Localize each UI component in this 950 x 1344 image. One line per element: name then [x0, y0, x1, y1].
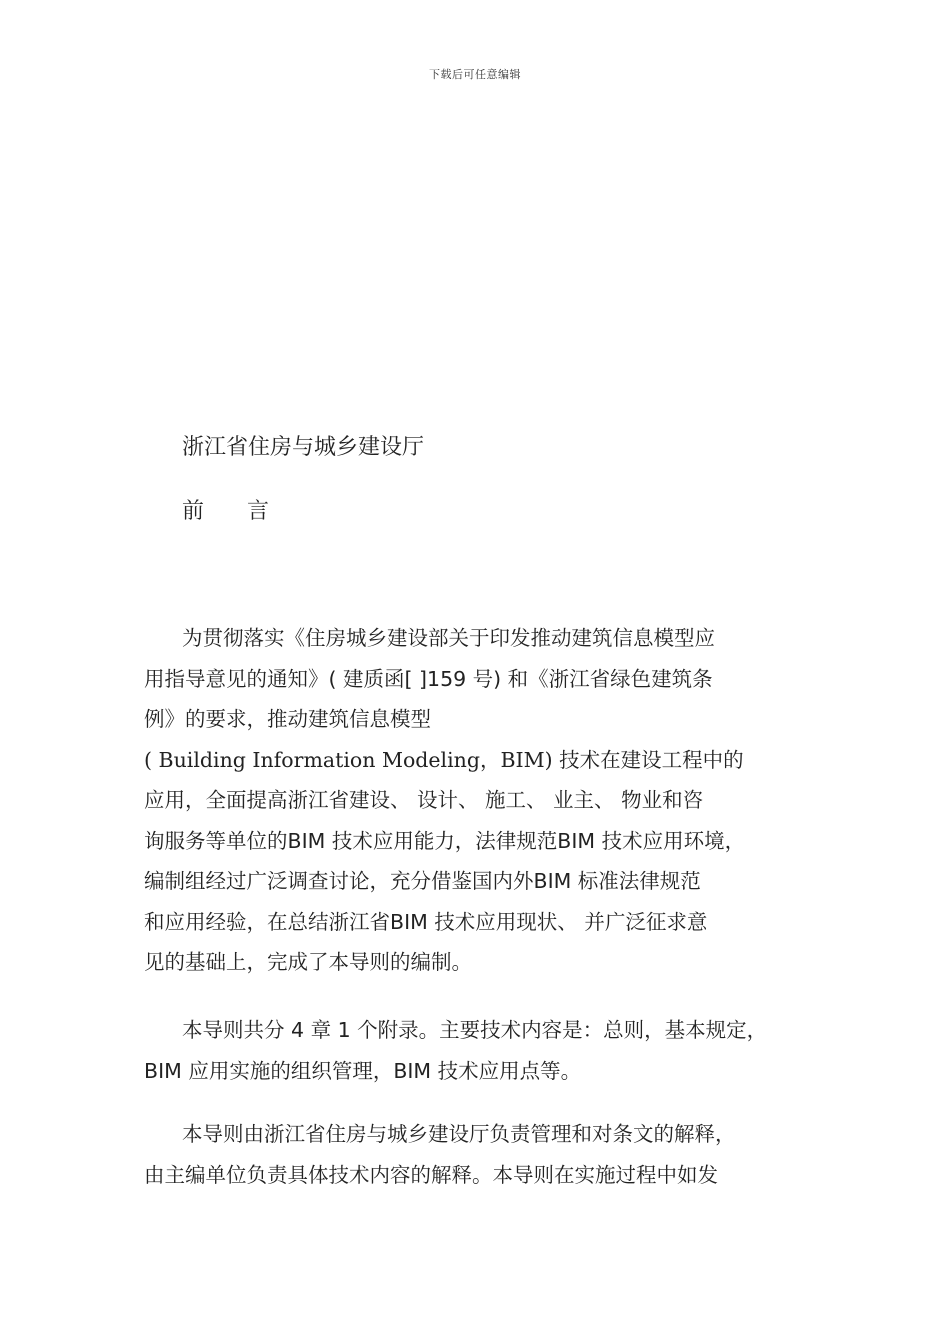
paragraph-line: 例》的要求，推动建筑信息模型: [144, 707, 431, 731]
paragraph-line: 和应用经验，在总结浙江省BIM 技术应用现状、 并广泛征求意: [144, 909, 708, 934]
paragraph-line: BIM 应用实施的组织管理，BIM 技术应用点等。: [144, 1058, 582, 1083]
paragraph-line: 本导则共分 4 章 1 个附录。主要技术内容是：总则，基本规定，: [182, 1018, 768, 1042]
paragraph-3: [144, 1114, 814, 1195]
paragraph-line: 为贯彻落实《住房城乡建设部关于印发推动建筑信息模型应: [182, 626, 715, 650]
paragraph-line: 本导则由浙江省住房与城乡建设厅负责管理和对条文的解释，: [182, 1122, 736, 1146]
paragraph-line: 询服务等单位的BIM 技术应用能力，法律规范BIM 技术应用环境，: [144, 828, 746, 853]
paragraph-line: 编制组经过广泛调查讨论，充分借鉴国内外BIM 标准法律规范: [144, 869, 701, 893]
paragraph-line: ( Building Information Modeling，BIM) 技术在建设工程中的: [144, 747, 744, 772]
organization-name: 浙江省住房与城乡建设厅: [182, 435, 425, 460]
header-note: 下载后可任意编辑: [429, 68, 521, 81]
paragraph-line: 由主编单位负责具体技术内容的解释。本导则在实施过程中如发: [144, 1162, 718, 1187]
paragraph-2: [144, 1010, 814, 1091]
paragraph-1: [144, 618, 814, 983]
paragraph-line: 用指导意见的通知》( 建质函[ ]159 号) 和《浙江省绿色建筑条: [144, 666, 713, 691]
paragraph-line: 见的基础上，完成了本导则的编制。: [144, 950, 472, 974]
paragraph-line: 应用，全面提高浙江省建设、 设计、 施工、 业主、 物业和咨: [144, 788, 704, 812]
preface-title: 前 言: [182, 499, 287, 524]
